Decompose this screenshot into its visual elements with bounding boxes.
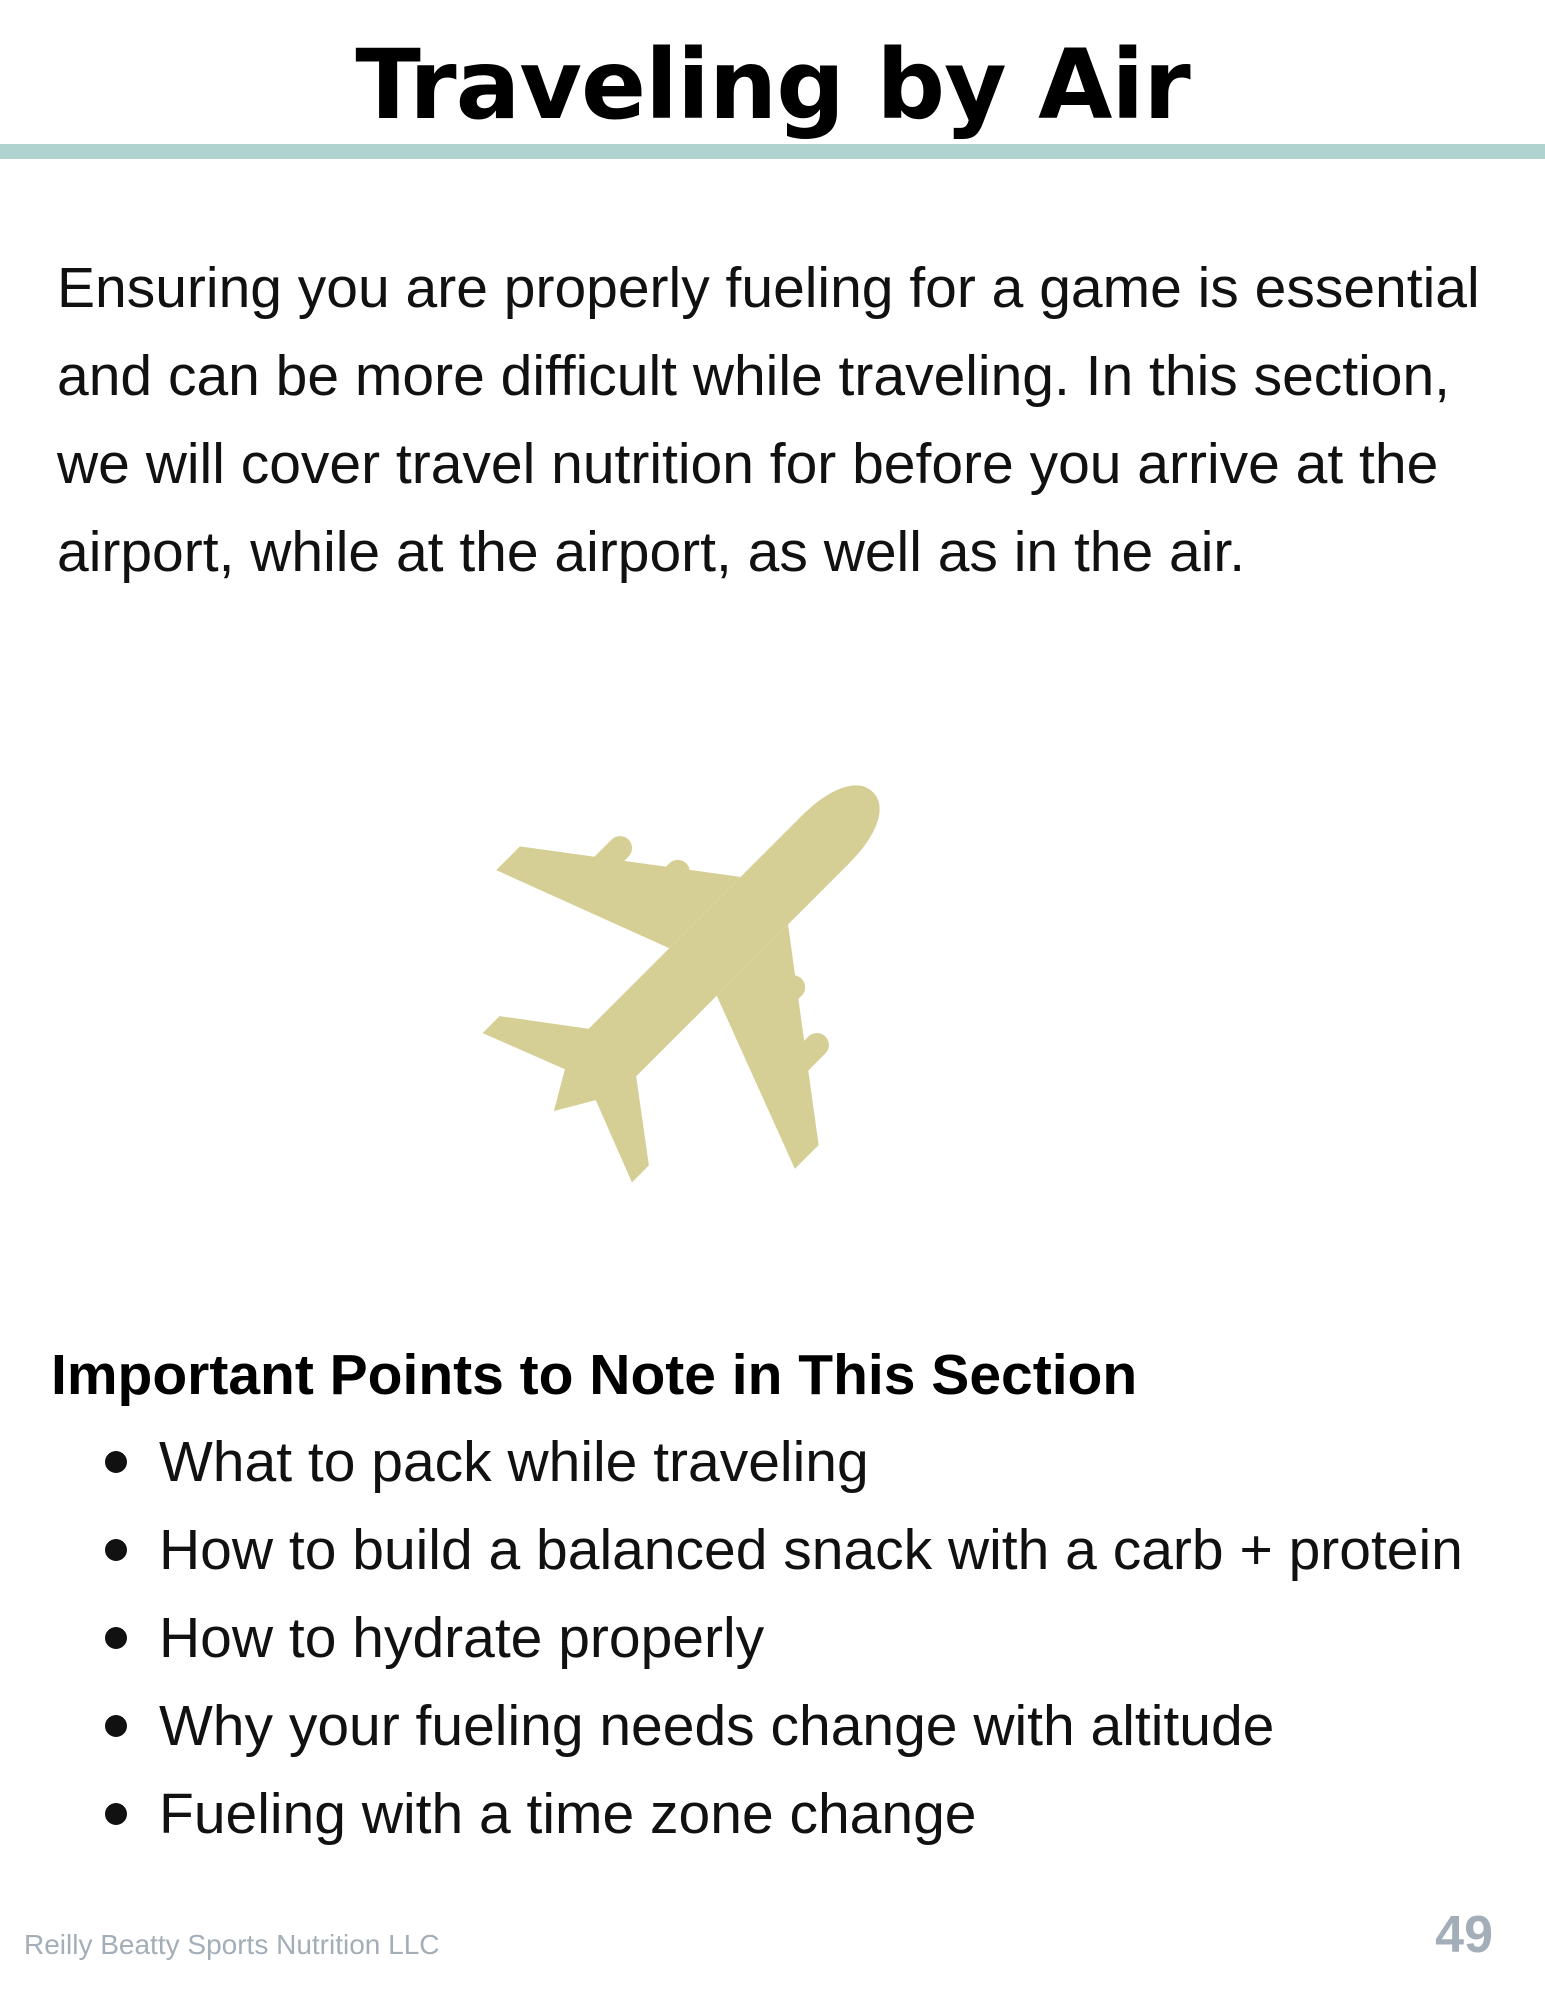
list-item: [98, 1506, 1518, 1594]
list-item: [98, 1770, 1518, 1858]
list-item-text: Why your fueling needs change with altitude: [159, 1694, 1275, 1758]
intro-paragraph: Ensuring you are properly fueling for a game is essential and can be more difficult while traveling. In this section, we will cover travel nutrition for before you arrive at the airport, while at the airport, as well as in the air.: [57, 256, 1480, 584]
footer-company: Reilly Beatty Sports Nutrition LLC: [24, 1929, 440, 1960]
bullet-icon: [105, 1715, 127, 1737]
list-item-text: What to pack while traveling: [159, 1430, 869, 1494]
page-number: 49: [1435, 1906, 1493, 1964]
bullet-icon: [105, 1539, 127, 1561]
section-heading: Important Points to Note in This Section: [51, 1343, 1138, 1407]
bullet-icon: [105, 1803, 127, 1825]
list-item: [98, 1418, 1518, 1506]
bullet-icon: [105, 1627, 127, 1649]
list-item-text: Fueling with a time zone change: [159, 1782, 977, 1846]
list-item-text: How to hydrate properly: [159, 1606, 765, 1670]
bullet-icon: [105, 1451, 127, 1473]
list-item-text: How to build a balanced snack with a carb + protein: [159, 1518, 1463, 1582]
page-title: Traveling by Air: [355, 29, 1190, 141]
airplane-icon: [470, 715, 950, 1195]
list-item: [98, 1594, 1518, 1682]
important-points-list: [98, 1418, 1518, 1858]
title-divider: [0, 144, 1545, 159]
list-item: [98, 1682, 1518, 1770]
